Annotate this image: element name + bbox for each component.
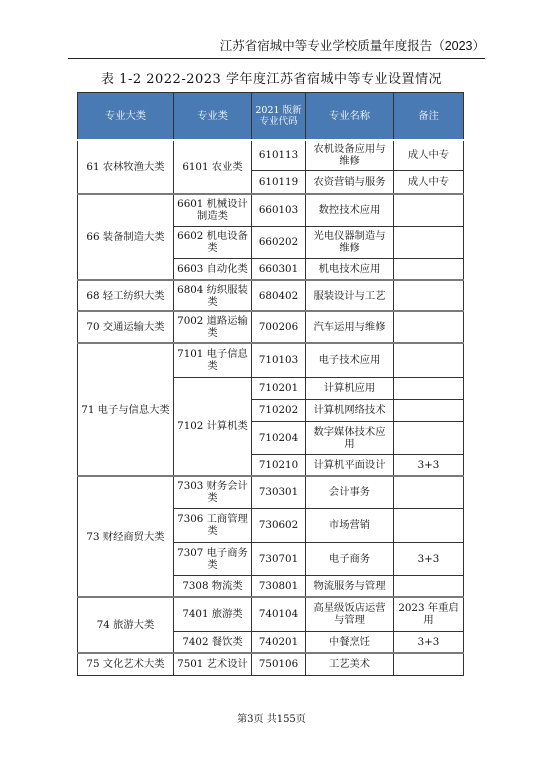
cell-remark <box>394 508 464 542</box>
cell-category: 74 旅游大类 <box>78 597 174 653</box>
cell-remark: 2023 年重启用 <box>394 597 464 631</box>
header-remarks: 备注 <box>394 93 464 141</box>
cell-remark <box>394 399 464 421</box>
cell-name: 市场营销 <box>306 508 394 542</box>
cell-remark <box>394 653 464 675</box>
cell-code: 730602 <box>252 508 306 542</box>
cell-category: 61 农林牧渔大类 <box>78 140 174 194</box>
table-header-row <box>78 93 464 141</box>
cell-category: 73 财经商贸大类 <box>78 476 174 597</box>
cell-name: 工艺美术 <box>306 653 394 675</box>
cell-code: 730701 <box>252 542 306 575</box>
cell-name: 服装设计与工艺 <box>306 280 394 311</box>
cell-class: 6602 机电设备类 <box>174 226 252 258</box>
cell-class: 7303 财务会计类 <box>174 476 252 508</box>
cell-code: 610119 <box>252 170 306 194</box>
cell-class: 7501 艺术设计 <box>174 653 252 675</box>
table-row <box>78 597 464 631</box>
cell-remark: 3+3 <box>394 631 464 653</box>
cell-remark <box>394 258 464 280</box>
cell-name: 中餐烹饪 <box>306 631 394 653</box>
cell-name: 数控技术应用 <box>306 194 394 226</box>
cell-name: 机电技术应用 <box>306 258 394 280</box>
page-number: 第3页 共155页 <box>237 714 306 725</box>
cell-code: 710202 <box>252 399 306 421</box>
cell-remark: 成人中专 <box>394 140 464 170</box>
cell-category: 68 轻工纺织大类 <box>78 280 174 311</box>
cell-category: 70 交通运输大类 <box>78 311 174 343</box>
cell-name: 光电仪器制造与维修 <box>306 226 394 258</box>
table-row <box>78 476 464 508</box>
table-row <box>78 653 464 675</box>
table-row <box>78 194 464 226</box>
cell-remark <box>394 194 464 226</box>
cell-category: 66 装备制造大类 <box>78 194 174 280</box>
cell-code: 610113 <box>252 140 306 170</box>
cell-name: 计算机网络技术 <box>306 399 394 421</box>
cell-code: 660202 <box>252 226 306 258</box>
cell-code: 680402 <box>252 280 306 311</box>
cell-name: 农机设备应用与维修 <box>306 140 394 170</box>
cell-class: 7101 电子信息类 <box>174 343 252 377</box>
cell-remark: 3+3 <box>394 454 464 476</box>
cell-name: 汽车运用与维修 <box>306 311 394 343</box>
cell-name: 数字媒体技术应用 <box>306 421 394 454</box>
header-major-category: 专业大类 <box>78 93 174 141</box>
cell-code: 700206 <box>252 311 306 343</box>
cell-code: 730301 <box>252 476 306 508</box>
cell-class: 6101 农业类 <box>174 140 252 194</box>
cell-name: 农资营销与服务 <box>306 170 394 194</box>
cell-class: 7102 计算机类 <box>174 377 252 476</box>
cell-class: 7401 旅游类 <box>174 597 252 631</box>
report-header-title: 江苏省宿城中等专业学校质量年度报告（2023） <box>219 39 485 53</box>
major-settings-table <box>77 92 464 676</box>
cell-remark <box>394 476 464 508</box>
header-major-code: 2021 版新专业代码 <box>252 93 306 141</box>
cell-code: 730801 <box>252 575 306 597</box>
cell-name: 会计事务 <box>306 476 394 508</box>
table-caption: 表 1-2 2022-2023 学年度江苏省宿城中等专业设置情况 <box>101 72 442 87</box>
cell-class: 7002 道路运输类 <box>174 311 252 343</box>
table-row <box>78 343 464 377</box>
cell-remark <box>394 226 464 258</box>
cell-name: 计算机应用 <box>306 377 394 399</box>
cell-category: 75 文化艺术大类 <box>78 653 174 675</box>
cell-class: 7306 工商管理类 <box>174 508 252 542</box>
cell-remark: 成人中专 <box>394 170 464 194</box>
cell-code: 710204 <box>252 421 306 454</box>
table-row <box>78 140 464 170</box>
cell-code: 740104 <box>252 597 306 631</box>
cell-name: 计算机平面设计 <box>306 454 394 476</box>
cell-class: 7307 电子商务类 <box>174 542 252 575</box>
cell-code: 750106 <box>252 653 306 675</box>
cell-name: 高星级饭店运营与管理 <box>306 597 394 631</box>
header-major-name: 专业名称 <box>306 93 394 141</box>
cell-class: 6603 自动化类 <box>174 258 252 280</box>
cell-remark <box>394 280 464 311</box>
cell-remark <box>394 575 464 597</box>
cell-category: 71 电子与信息大类 <box>78 343 174 476</box>
cell-class: 6601 机械设计制造类 <box>174 194 252 226</box>
cell-code: 660103 <box>252 194 306 226</box>
cell-class: 7402 餐饮类 <box>174 631 252 653</box>
cell-class: 6804 纺织服装类 <box>174 280 252 311</box>
cell-code: 710210 <box>252 454 306 476</box>
cell-code: 740201 <box>252 631 306 653</box>
cell-name: 物流服务与管理 <box>306 575 394 597</box>
cell-code: 660301 <box>252 258 306 280</box>
cell-class: 7308 物流类 <box>174 575 252 597</box>
cell-name: 电子技术应用 <box>306 343 394 377</box>
cell-code: 710103 <box>252 343 306 377</box>
cell-remark <box>394 343 464 377</box>
header-major-class: 专业类 <box>174 93 252 141</box>
cell-remark <box>394 421 464 454</box>
cell-remark: 3+3 <box>394 542 464 575</box>
header-rule <box>68 58 485 59</box>
table-row <box>78 311 464 343</box>
cell-name: 电子商务 <box>306 542 394 575</box>
cell-remark <box>394 377 464 399</box>
cell-remark <box>394 311 464 343</box>
table-row <box>78 280 464 311</box>
cell-code: 710201 <box>252 377 306 399</box>
